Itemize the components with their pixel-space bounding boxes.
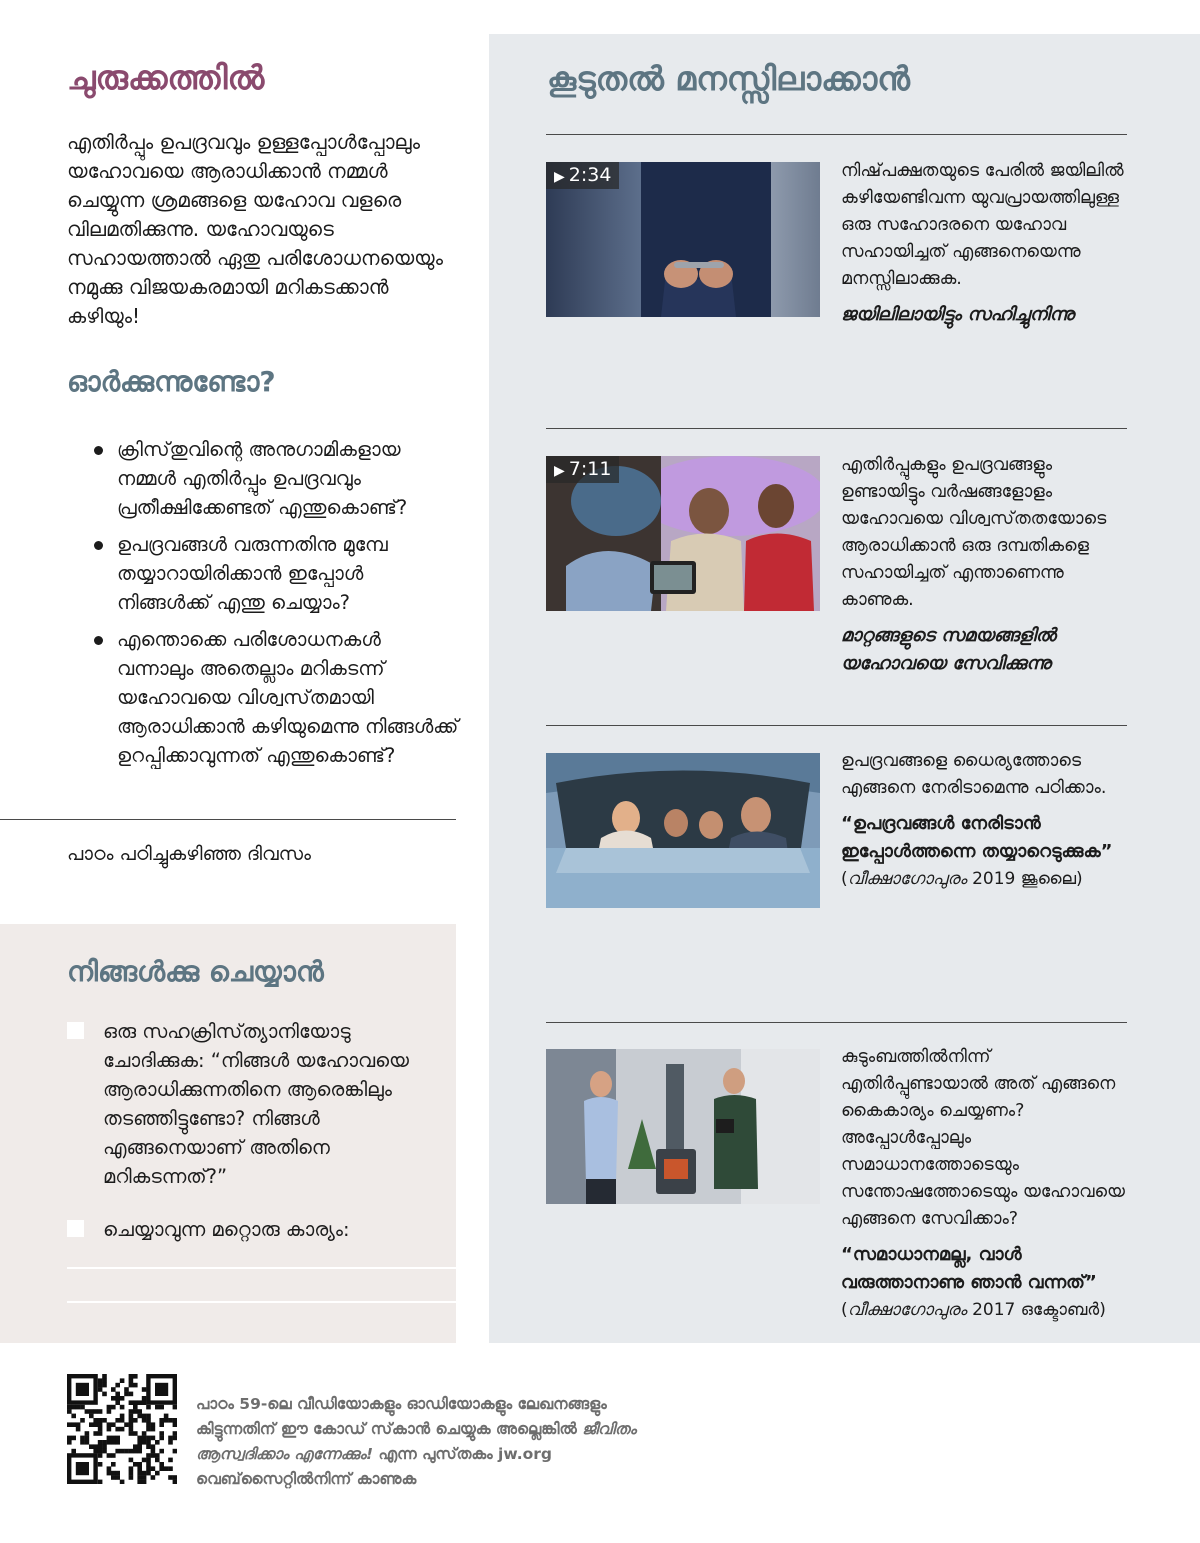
qr-code[interactable] bbox=[67, 1374, 177, 1484]
play-icon: ▶ bbox=[554, 169, 565, 185]
video-thumbnail[interactable] bbox=[546, 162, 820, 317]
qr-code-image bbox=[67, 1374, 177, 1484]
footer-text-part2: എന്ന പുസ്‌തകം jw.org വെബ്‌സൈറ്റിൽനിന്ന്‌ കാണുക bbox=[196, 1445, 552, 1488]
bullet-icon bbox=[94, 636, 103, 645]
summary-heading: ചുരുക്കത്തിൽ bbox=[67, 58, 265, 97]
recall-item-text: എന്തൊക്കെ പരിശോധനകൾ വന്നാലും അതെല്ലാം മറികടന്ന്‌ യഹോവയെ വിശ്വസ്‌തമായി ആരാധിക്കാൻ കഴിയുമെന്നു നിങ്ങൾക്ക്‌ ഉറപ്പിക്കാവുന്നത്‌ എന്തുകൊണ്ട്‌? bbox=[117, 628, 459, 767]
video-thumbnail[interactable] bbox=[546, 456, 820, 611]
entry-description: എതിർപ്പുകളും ഉപദ്രവങ്ങളും ഉണ്ടായിട്ടും വർഷങ്ങളോളം യഹോവയെ വിശ്വസ്‌തതയോടെ ആരാധിക്കാൻ ഒരു ദമ്പതികളെ സഹായിച്ചത്‌ എന്താണെന്നു കാണുക. bbox=[841, 455, 1107, 610]
summary-body: എതിർപ്പും ഉപദ്രവവും ഉള്ളപ്പോൾപ്പോലും യഹോവയെ ആരാധിക്കാൻ നമ്മൾ ചെയ്യുന്ന ശ്രമങ്ങളെ യഹോവ വളരെ വിലമതിക്കുന്നു. യഹോവയുടെ സഹായത്താൽ ഏതു പരിശോധനയെയും നമുക്കു വിജയകരമായി മറികടക്കാൻ കഴിയും! bbox=[67, 130, 443, 328]
recall-section bbox=[67, 365, 462, 778]
divider bbox=[546, 428, 1127, 429]
entry-description: നിഷ്‌പക്ഷതയുടെ പേരിൽ ജയിലിൽ കഴിയേണ്ടിവന്ന യുവപ്രായത്തിലുള്ള ഒരു സഹോദരനെ യഹോവ സഹായിച്ചത്‌ എങ്ങനെയെന്നു മനസ്സിലാക്കുക. bbox=[841, 161, 1124, 289]
video-title-link[interactable]: മാറ്റങ്ങളുടെ സമയങ്ങളിൽ യഹോവയെ സേവിക്കുന്നു bbox=[841, 625, 1056, 674]
recall-item bbox=[67, 625, 462, 770]
duration-badge: ▶ 7:11 bbox=[546, 456, 619, 483]
todo-item bbox=[67, 1215, 437, 1244]
duration-badge: ▶ 2:34 bbox=[546, 162, 619, 189]
article-title-link[interactable]: “ഉപദ്രവങ്ങൾ നേരിടാൻ ഇപ്പോൾത്തന്നെ തയ്യാറെടുക്കുക” bbox=[841, 813, 1113, 862]
study-date-line[interactable] bbox=[0, 819, 456, 820]
entry-text bbox=[841, 1044, 1131, 1323]
article-image[interactable] bbox=[546, 753, 820, 908]
checkbox-icon[interactable] bbox=[67, 1022, 84, 1039]
write-in-line[interactable] bbox=[67, 1267, 456, 1269]
todo-item-text: ചെയ്യാവുന്ന മറ്റൊരു കാര്യം: bbox=[103, 1218, 350, 1241]
article-source: (വീക്ഷാഗോപുരം 2017 ഒക്ടോബർ) bbox=[841, 1300, 1106, 1320]
entry-text bbox=[841, 748, 1131, 892]
article-image[interactable] bbox=[546, 1049, 820, 1204]
write-in-line[interactable] bbox=[67, 1301, 456, 1303]
play-icon: ▶ bbox=[554, 463, 565, 479]
entry-text bbox=[841, 158, 1131, 329]
article-title-link[interactable]: “സമാധാനമല്ല, വാൾ വരുത്താനാണു ഞാൻ വന്നത്‌” bbox=[841, 1244, 1097, 1293]
todo-heading: നിങ്ങൾക്കു ചെയ്യാൻ bbox=[67, 955, 324, 988]
learn-more-panel bbox=[489, 34, 1200, 1343]
recall-item-text: ഉപദ്രവങ്ങൾ വരുന്നതിനു മുമ്പേ തയ്യാറായിരിക്കാൻ ഇപ്പോൾ നിങ്ങൾക്ക്‌ എന്തു ചെയ്യാം? bbox=[117, 533, 388, 614]
bullet-icon bbox=[94, 446, 103, 455]
source-date: 2017 ഒക്ടോബർ bbox=[972, 1300, 1100, 1320]
recall-item-text: ക്രിസ്‌തുവിന്റെ അനുഗാമികളായ നമ്മൾ എതിർപ്പും ഉപദ്രവവും പ്രതീക്ഷിക്കേണ്ടത്‌ എന്തുകൊണ്ട്‌? bbox=[117, 438, 408, 519]
todo-item-text: ഒരു സഹക്രിസ്‌ത്യാനിയോടു ചോദിക്കുക: “നിങ്ങൾ യഹോവയെ ആരാധിക്കുന്നതിനെ ആരെങ്കിലും തടഞ്ഞിട്ടുണ്ടോ? നിങ്ങൾ എങ്ങനെയാണ്‌ അതിനെ മറികടന്നത്‌?” bbox=[103, 1020, 409, 1188]
article-source: (വീക്ഷാഗോപുരം 2019 ജൂലൈ) bbox=[841, 869, 1083, 889]
recall-item bbox=[67, 530, 462, 617]
divider bbox=[546, 725, 1127, 726]
todo-section bbox=[0, 924, 456, 1343]
checkbox-icon[interactable] bbox=[67, 1220, 84, 1237]
book-title: ജീവിതം ആസ്വദിക്കാം എന്നേക്കും! bbox=[196, 1420, 637, 1463]
study-date-label: പാഠം പഠിച്ചുകഴിഞ്ഞ ദിവസം bbox=[67, 843, 311, 865]
todo-item bbox=[67, 1017, 437, 1191]
footer-text-part1: പാഠം 59-ലെ വീഡിയോകളും ഓഡിയോകളും ലേഖനങ്ങളും കിട്ടുന്നതിന്‌ ഈ കോഡ്‌ സ്‌കാൻ ചെയ്യുക അല്ലെങ്കിൽ bbox=[196, 1395, 607, 1438]
entry-text bbox=[841, 452, 1131, 678]
video-title-link[interactable]: ജയിലിലായിട്ടും സഹിച്ചുനിന്നു bbox=[841, 304, 1075, 325]
entry-description: ഉപദ്രവങ്ങളെ ധൈര്യത്തോടെ എങ്ങനെ നേരിടാമെന്നു പഠിക്കാം. bbox=[841, 751, 1107, 798]
recall-heading: ഓർക്കുന്നുണ്ടോ? bbox=[67, 365, 276, 398]
recall-list bbox=[67, 435, 462, 770]
divider bbox=[546, 1022, 1127, 1023]
summary-section bbox=[67, 58, 462, 331]
source-publication: വീക്ഷാഗോപുരം bbox=[847, 1300, 967, 1320]
footer-note bbox=[196, 1392, 676, 1492]
bullet-icon bbox=[94, 541, 103, 550]
source-date: 2019 ജൂലൈ bbox=[972, 869, 1077, 889]
learn-more-heading: കൂടുതൽ മനസ്സിലാക്കാൻ bbox=[547, 59, 910, 98]
recall-item bbox=[67, 435, 462, 522]
divider bbox=[546, 134, 1127, 135]
source-publication: വീക്ഷാഗോപുരം bbox=[847, 869, 967, 889]
entry-description: കുടുംബത്തിൽനിന്ന്‌ എതിർപ്പുണ്ടായാൽ അത്‌ എങ്ങനെ കൈകാര്യം ചെയ്യണം? അപ്പോൾപ്പോലും സമാധാനത്തോടെയും സന്തോഷത്തോടെയും യഹോവയെ എങ്ങനെ സേവിക്കാം? bbox=[841, 1047, 1125, 1229]
